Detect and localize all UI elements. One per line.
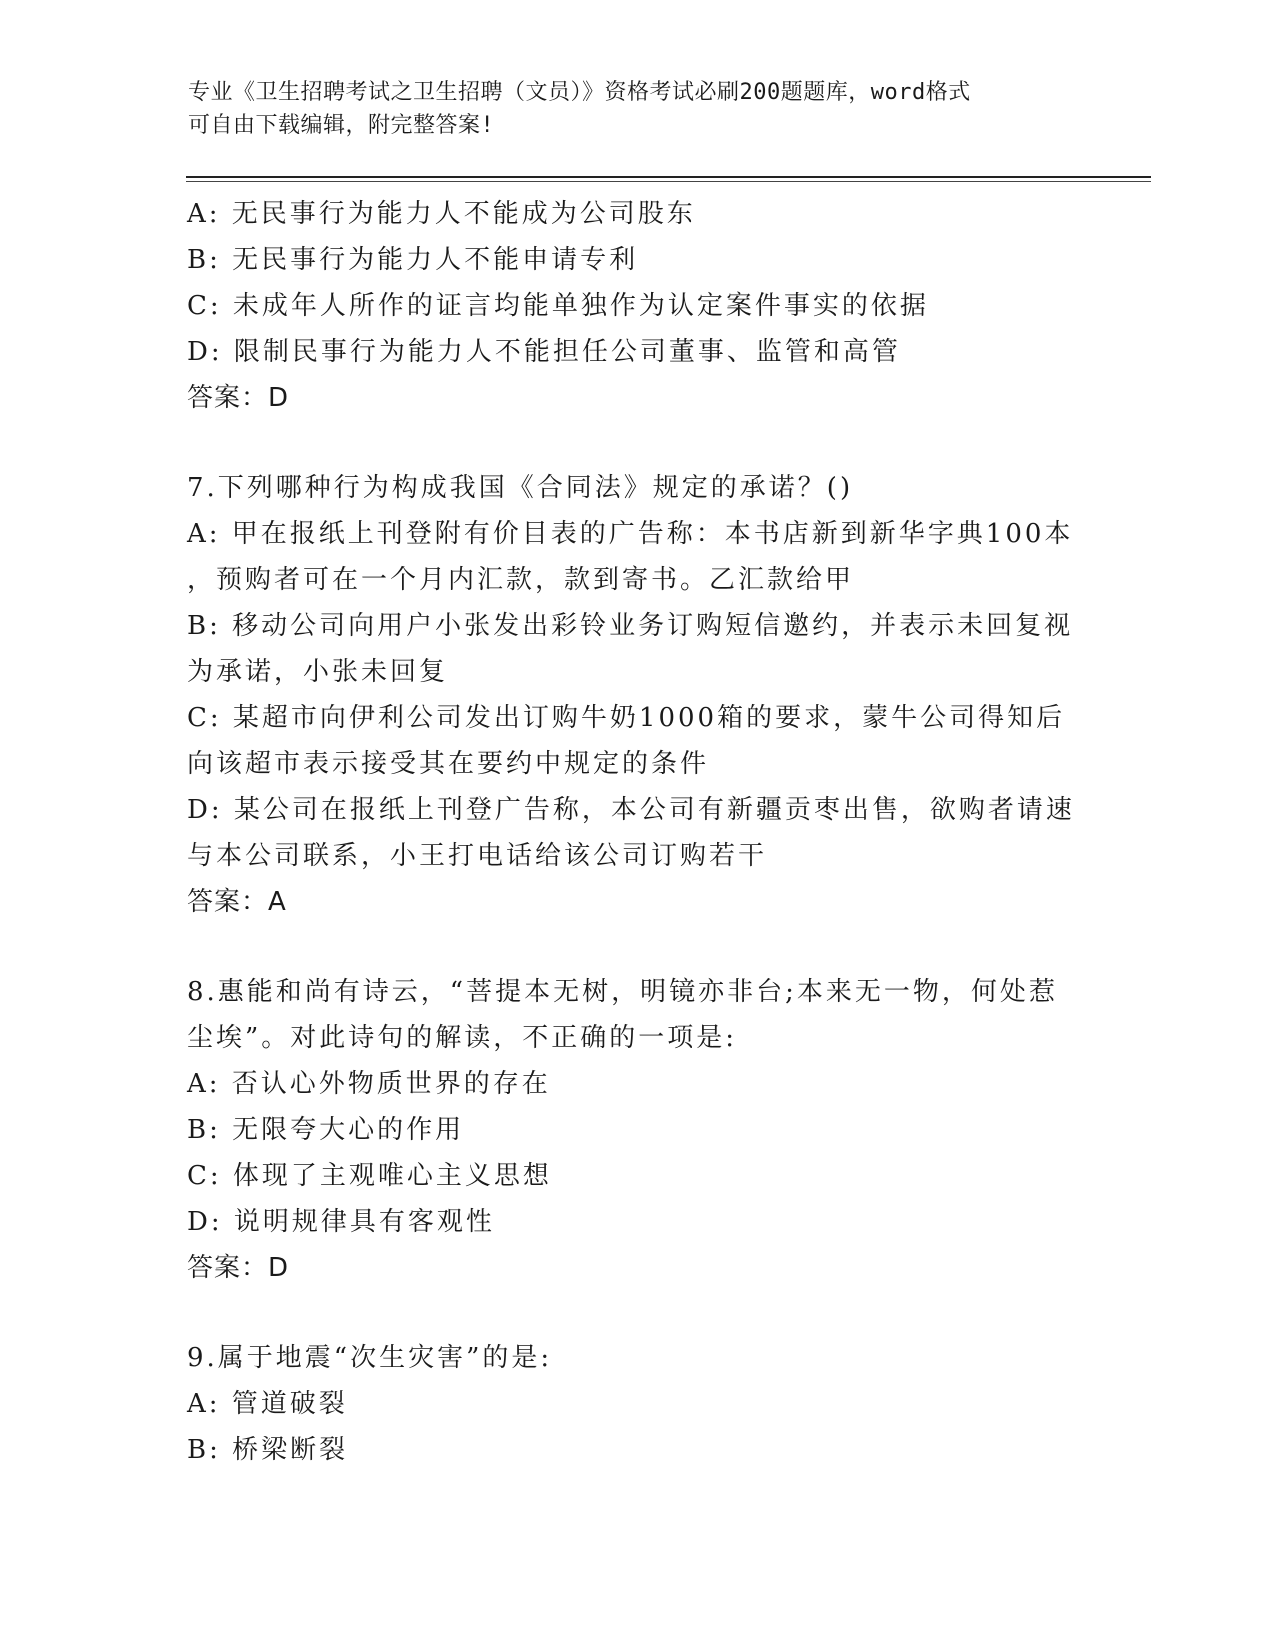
q7-option-a-line-1: A: 甲在报纸上刊登附有价目表的广告称：本书店新到新华字典100本 — [187, 519, 1074, 549]
question-content — [187, 191, 1087, 1473]
q7-option-c-line-1: C: 某超市向伊利公司发出订购牛奶1000箱的要求，蒙牛公司得知后 — [187, 703, 1066, 733]
q7-option-a-line-2: ，预购者可在一个月内汇款，款到寄书。乙汇款给甲 — [187, 565, 855, 595]
q9-option-a: A: 管道破裂 — [187, 1389, 348, 1419]
spacer — [187, 421, 1087, 465]
q6-option-d: D: 限制民事行为能力人不能担任公司董事、监管和高管 — [187, 337, 901, 367]
question-6-block — [187, 191, 1087, 421]
q7-option-d-line-2: 与本公司联系，小王打电话给该公司订购若干 — [187, 841, 768, 871]
q8-option-c: C: 体现了主观唯心主义思想 — [187, 1161, 552, 1191]
q6-option-b: B: 无民事行为能力人不能申请专利 — [187, 245, 639, 275]
spacer — [187, 925, 1087, 969]
header-divider-thick — [186, 176, 1151, 178]
header-divider-thin — [186, 181, 1151, 182]
document-header — [188, 76, 1068, 142]
q7-answer: 答案：A — [187, 887, 287, 917]
q8-answer: 答案：D — [187, 1253, 290, 1283]
header-line-1: 专业《卫生招聘考试之卫生招聘（文员）》资格考试必刷200题题库，word格式 — [188, 80, 971, 105]
header-line-2: 可自由下载编辑，附完整答案! — [188, 113, 495, 138]
q7-option-b-line-2: 为承诺，小张未回复 — [187, 657, 449, 687]
q7-option-c-line-2: 向该超市表示接受其在要约中规定的条件 — [187, 749, 710, 779]
q6-option-a: A: 无民事行为能力人不能成为公司股东 — [187, 199, 696, 229]
q7-option-d-line-1: D: 某公司在报纸上刊登广告称，本公司有新疆贡枣出售，欲购者请速 — [187, 795, 1075, 825]
q8-stem-line-2: 尘埃”。对此诗句的解读，不正确的一项是: — [187, 1023, 738, 1053]
q6-answer: 答案：D — [187, 383, 290, 413]
q9-stem: 9.属于地震“次生灾害”的是: — [187, 1343, 553, 1373]
q7-option-b-line-1: B: 移动公司向用户小张发出彩铃业务订购短信邀约，并表示未回复视 — [187, 611, 1074, 641]
q8-option-d: D: 说明规律具有客观性 — [187, 1207, 495, 1237]
q8-option-b: B: 无限夸大心的作用 — [187, 1115, 465, 1145]
question-8-block — [187, 969, 1087, 1291]
q6-option-c: C: 未成年人所作的证言均能单独作为认定案件事实的依据 — [187, 291, 929, 321]
q8-option-a: A: 否认心外物质世界的存在 — [187, 1069, 551, 1099]
spacer — [187, 1291, 1087, 1335]
q8-stem-line-1: 8.惠能和尚有诗云，“菩提本无树，明镜亦非台;本来无一物，何处惹 — [187, 977, 1058, 1007]
question-9-block — [187, 1335, 1087, 1473]
q7-stem: 7.下列哪种行为构成我国《合同法》规定的承诺？() — [187, 473, 854, 503]
q9-option-b: B: 桥梁断裂 — [187, 1435, 349, 1465]
question-7-block — [187, 465, 1087, 925]
